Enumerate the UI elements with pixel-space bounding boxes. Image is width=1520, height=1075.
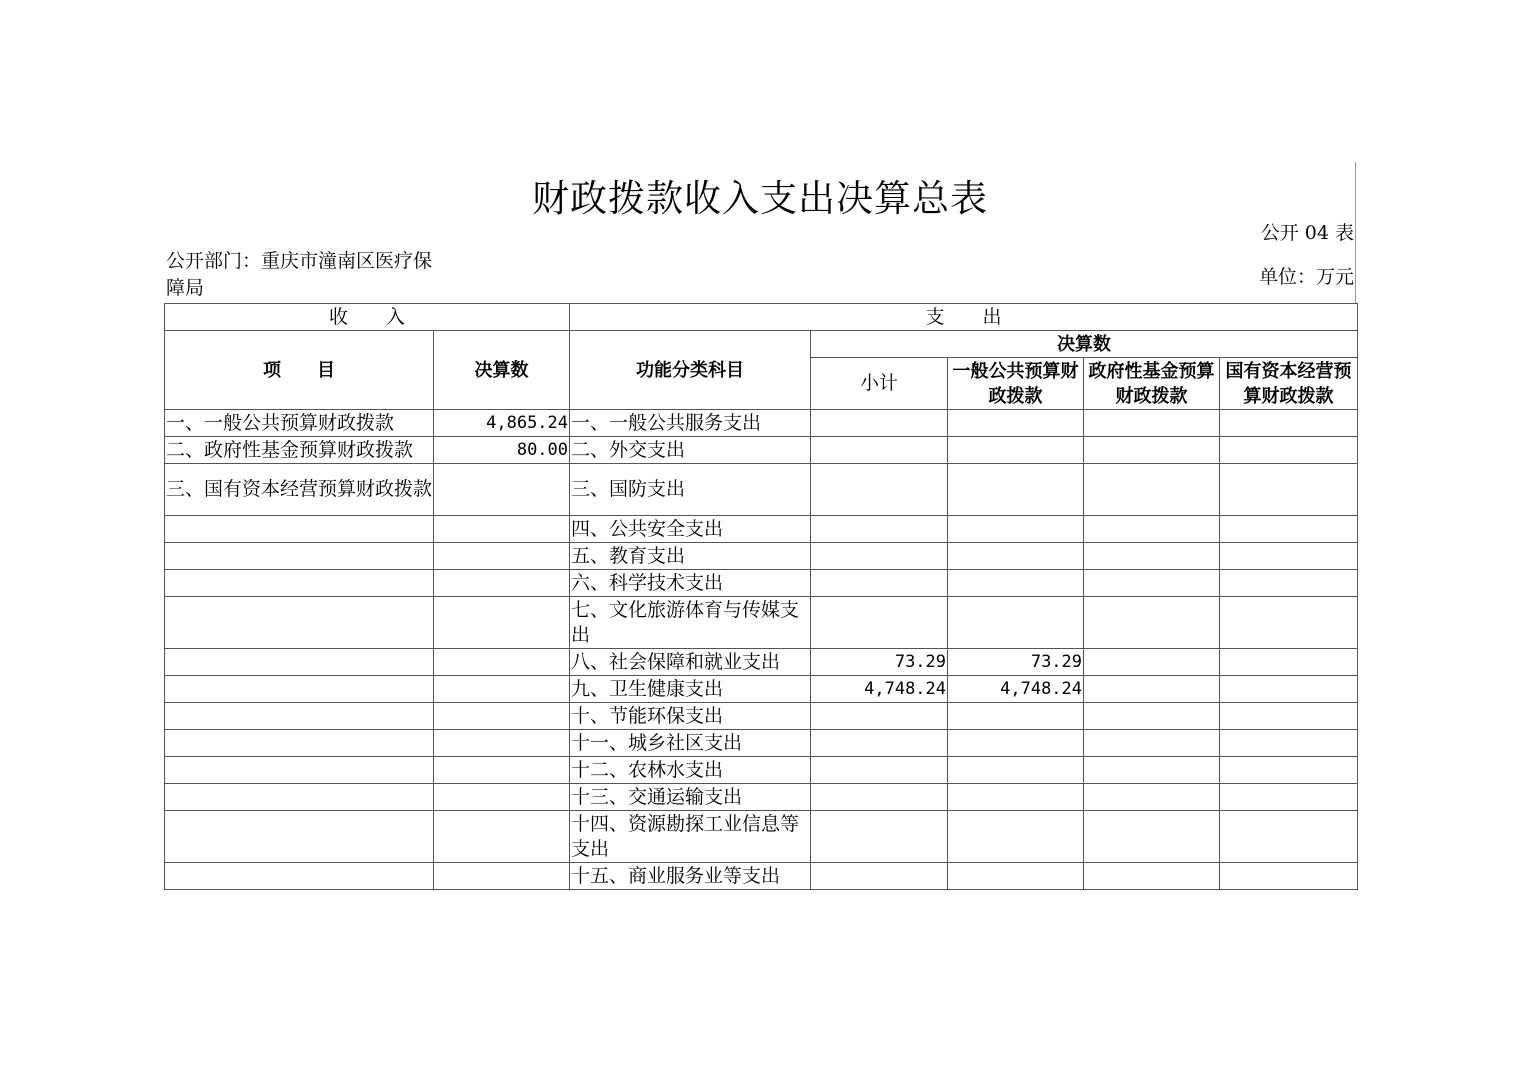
cell-general: [948, 464, 1084, 516]
cell-amount: [434, 757, 570, 784]
cell-subtotal: 73.29: [811, 649, 948, 676]
cell-item: [165, 757, 434, 784]
cell-state: [1220, 543, 1358, 570]
cell-general: [948, 437, 1084, 464]
table-row: [165, 543, 1358, 570]
cell-fund: [1084, 784, 1220, 811]
cell-state: [1220, 570, 1358, 597]
cell-category: 十三、交通运输支出: [570, 784, 811, 811]
cell-state: [1220, 597, 1358, 649]
table-row: [165, 811, 1358, 863]
cell-state: [1220, 676, 1358, 703]
table-row: [165, 516, 1358, 543]
cell-state: [1220, 516, 1358, 543]
col-amount-header: 决算数: [434, 331, 570, 410]
department-label: 公开部门：重庆市潼南区医疗保障局: [166, 250, 433, 299]
cell-subtotal: [811, 811, 948, 863]
unit-label: 单位：万元: [1258, 266, 1354, 288]
cell-item: [165, 703, 434, 730]
cell-amount: [434, 863, 570, 890]
cell-subtotal: [811, 730, 948, 757]
cell-category: 十五、商业服务业等支出: [570, 863, 811, 890]
cell-item: [165, 863, 434, 890]
cell-subtotal: [811, 516, 948, 543]
cell-category: 一、一般公共服务支出: [570, 410, 811, 437]
cell-fund: [1084, 649, 1220, 676]
cell-category: 十一、城乡社区支出: [570, 730, 811, 757]
cell-fund: [1084, 863, 1220, 890]
cell-state: [1220, 757, 1358, 784]
cell-subtotal: [811, 543, 948, 570]
cell-item: [165, 730, 434, 757]
cell-amount: [434, 516, 570, 543]
col-general-header: 一般公共预算财政拨款: [948, 358, 1084, 410]
income-header: 收 入: [165, 304, 570, 331]
cell-item: 二、政府性基金预算财政拨款: [165, 437, 434, 464]
cell-subtotal: [811, 757, 948, 784]
cell-state: [1220, 464, 1358, 516]
cell-category: 三、国防支出: [570, 464, 811, 516]
cell-amount: 4,865.24: [434, 410, 570, 437]
cell-general: [948, 757, 1084, 784]
cell-general: [948, 703, 1084, 730]
cell-subtotal: [811, 784, 948, 811]
cell-item: [165, 570, 434, 597]
cell-amount: 80.00: [434, 437, 570, 464]
expense-header: 支 出: [570, 304, 1358, 331]
cell-general: [948, 784, 1084, 811]
cell-general: [948, 597, 1084, 649]
cell-category: 五、教育支出: [570, 543, 811, 570]
table-row: [165, 410, 1358, 437]
cell-fund: [1084, 730, 1220, 757]
table-row: [165, 464, 1358, 516]
cell-amount: [434, 464, 570, 516]
col-state-header: 国有资本经营预算财政拨款: [1220, 358, 1358, 410]
cell-amount: [434, 543, 570, 570]
cell-amount: [434, 597, 570, 649]
table-row: [165, 676, 1358, 703]
table-row: [165, 730, 1358, 757]
cell-fund: [1084, 757, 1220, 784]
cell-state: [1220, 784, 1358, 811]
cell-general: [948, 811, 1084, 863]
cell-category: 九、卫生健康支出: [570, 676, 811, 703]
budget-table: [164, 303, 1358, 890]
cell-amount: [434, 676, 570, 703]
table-row: [165, 437, 1358, 464]
cell-general: [948, 410, 1084, 437]
col-item-header: 项 目: [165, 331, 434, 410]
cell-fund: [1084, 516, 1220, 543]
cell-subtotal: [811, 464, 948, 516]
cell-category: 二、外交支出: [570, 437, 811, 464]
cell-amount: [434, 703, 570, 730]
cell-state: [1220, 437, 1358, 464]
cell-item: [165, 543, 434, 570]
cell-category: 六、科学技术支出: [570, 570, 811, 597]
cell-subtotal: [811, 570, 948, 597]
table-row: [165, 784, 1358, 811]
cell-state: [1220, 811, 1358, 863]
cell-fund: [1084, 597, 1220, 649]
form-number: 公开 04 表: [1260, 222, 1354, 244]
col-category-header: 功能分类科目: [570, 331, 811, 410]
cell-amount: [434, 570, 570, 597]
page-title: 财政拨款收入支出决算总表: [532, 177, 988, 220]
cell-item: 一、一般公共预算财政拨款: [165, 410, 434, 437]
cell-item: [165, 811, 434, 863]
cell-subtotal: [811, 703, 948, 730]
col-budget-group-header: 决算数: [811, 331, 1358, 358]
cell-fund: [1084, 811, 1220, 863]
col-fund-header: 政府性基金预算财政拨款: [1084, 358, 1220, 410]
cell-fund: [1084, 410, 1220, 437]
cell-category: 八、社会保障和就业支出: [570, 649, 811, 676]
table-row: [165, 649, 1358, 676]
cell-subtotal: [811, 410, 948, 437]
cell-item: [165, 649, 434, 676]
cell-category: 七、文化旅游体育与传媒支出: [570, 597, 811, 649]
cell-category: 十四、资源勘探工业信息等支出: [570, 811, 811, 863]
cell-amount: [434, 649, 570, 676]
cell-general: [948, 570, 1084, 597]
cell-state: [1220, 649, 1358, 676]
cell-fund: [1084, 703, 1220, 730]
cell-general: 4,748.24: [948, 676, 1084, 703]
cell-category: 十二、农林水支出: [570, 757, 811, 784]
cell-fund: [1084, 437, 1220, 464]
cell-category: 四、公共安全支出: [570, 516, 811, 543]
cell-fund: [1084, 464, 1220, 516]
cell-state: [1220, 410, 1358, 437]
cell-amount: [434, 784, 570, 811]
cell-general: [948, 730, 1084, 757]
cell-subtotal: 4,748.24: [811, 676, 948, 703]
table-row: [165, 863, 1358, 890]
cell-item: [165, 784, 434, 811]
cell-state: [1220, 730, 1358, 757]
cell-state: [1220, 703, 1358, 730]
cell-general: [948, 516, 1084, 543]
cell-amount: [434, 730, 570, 757]
cell-fund: [1084, 570, 1220, 597]
table-row: [165, 757, 1358, 784]
cell-general: 73.29: [948, 649, 1084, 676]
cell-general: [948, 863, 1084, 890]
cell-subtotal: [811, 863, 948, 890]
cell-fund: [1084, 676, 1220, 703]
cell-category: 十、节能环保支出: [570, 703, 811, 730]
cell-fund: [1084, 543, 1220, 570]
cell-state: [1220, 863, 1358, 890]
table-row: [165, 597, 1358, 649]
cell-item: [165, 597, 434, 649]
cell-amount: [434, 811, 570, 863]
table-row: [165, 570, 1358, 597]
cell-item: 三、国有资本经营预算财政拨款: [165, 464, 434, 516]
cell-item: [165, 516, 434, 543]
cell-item: [165, 676, 434, 703]
cell-subtotal: [811, 597, 948, 649]
col-subtotal-header: 小计: [811, 358, 948, 410]
cell-general: [948, 543, 1084, 570]
cell-subtotal: [811, 437, 948, 464]
table-row: [165, 703, 1358, 730]
